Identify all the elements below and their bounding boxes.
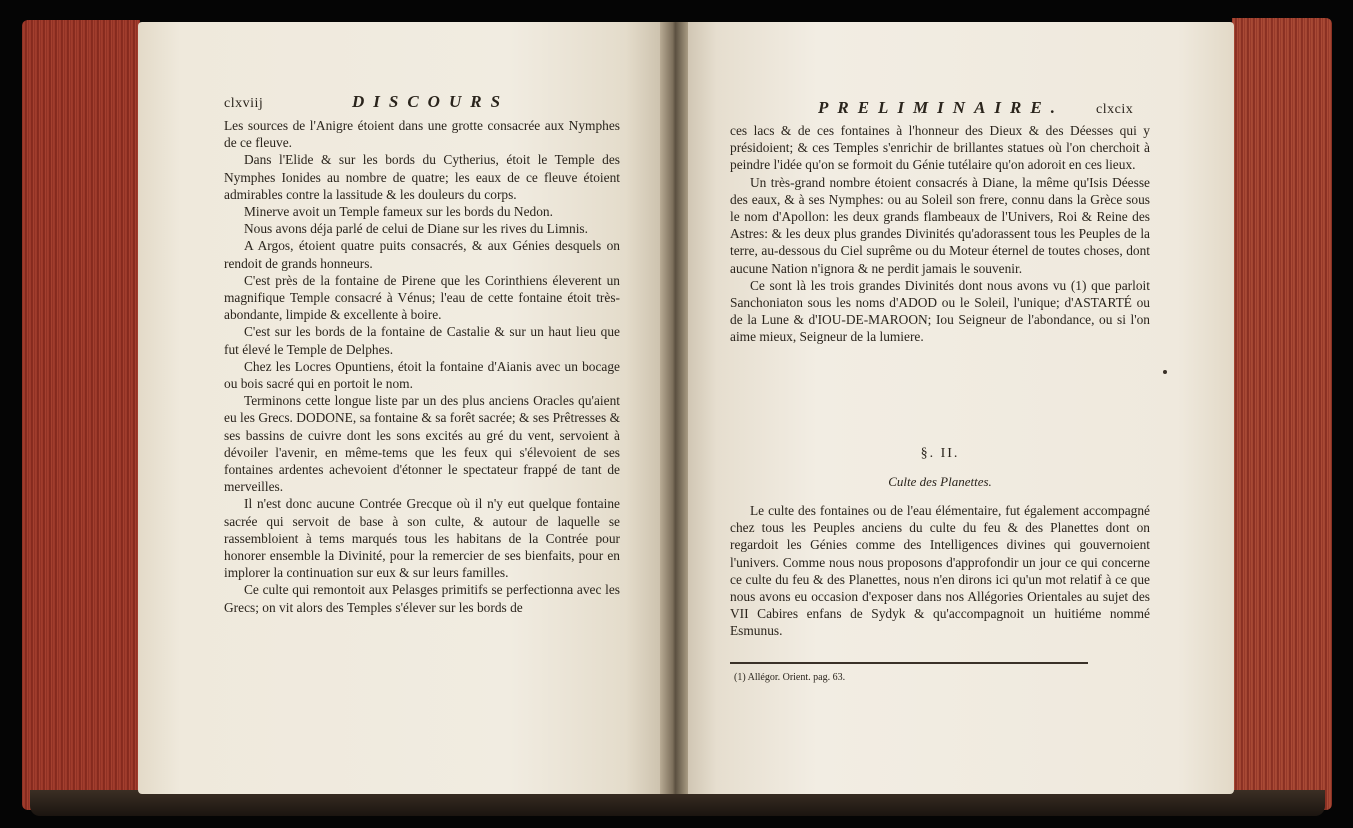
paragraph: ces lacs & de ces fontaines à l'honneur des Dieux & des Déesses qui y présidoient; & ces Temples s'enrichir de brillantes statues où l'on cherchoit à peindre l'idée qu'on se formoit du Génie tutélaire qu'on adoroit en ces lieux.: [730, 123, 1150, 173]
paragraph: Les sources de l'Anigre étoient dans une grotte consacrée aux Nymphes de ce fleuve.: [224, 118, 620, 151]
left-page-text: [224, 117, 620, 616]
paragraph: Terminons cette longue liste par un des plus anciens Oracles qu'aient eu les Grecs. DODONE, sa fontaine & sa forêt sacrée; & ses Prêtresses & ses bassins de cuivre dont les sons excités au gré du vent, servoient à dévoiler l'avenir, en même-tems que les feux qui s'élevoient de ses fontaines ardentes achevoient d'étonner le spectateur frappé de tant de merveilles.: [224, 393, 620, 495]
paragraph: Il n'est donc aucune Contrée Grecque où il n'y eut quelque fontaine sacrée qui servoit de base à son culte, & autour de laquelle se rassembloient à tems marqués tous les habitans de la Contrée pour honorer ensemble la Divinité, pour la remercier de ses bienfaits, pour en implorer la continuation sur eux & sur leurs familles.: [224, 496, 620, 581]
left-page: [138, 22, 668, 794]
paragraph: Dans l'Elide & sur les bords du Cytherius, étoit le Temple des Nymphes Ionides au nombre de quatre; les eaux de ce fleuve étoient admirables contre la lassitude & les douleurs du corps.: [224, 152, 620, 202]
right-page-text-top: [730, 122, 1150, 346]
left-running-head: DISCOURS: [352, 92, 510, 111]
footnote-rule: [730, 662, 1088, 664]
section-number: §. II.: [920, 446, 960, 461]
footnote: (1) Allégor. Orient. pag. 63.: [734, 672, 846, 683]
right-page: [678, 22, 1234, 794]
right-page-edges: [1232, 18, 1332, 810]
ink-mark: [1163, 370, 1167, 374]
book-gutter: [660, 22, 688, 794]
paragraph: Le culte des fontaines ou de l'eau élémentaire, fut également accompagné chez tous les Peuples anciens du culte du feu & des Planettes dont on regardoit les Génies comme des Intelligences divines qui gouvernoient l'univers. Comme nous nous proposons d'approfondir un jour ce qui concerne ce culte du feu & des Planettes, nous n'en dirons ici qu'un mot relatif à ce que nous avons eu occasion d'exposer dans nos Allégories Orientales au sujet des VII Cabires enfans de Sydyk & qu'accompagnoit un huitiéme nommé Esmunus.: [730, 503, 1150, 639]
paragraph: Ce sont là les trois grandes Divinités dont nous avons vu (1) que parloit Sanchoniaton sous les noms d'ADOD ou le Soleil, l'unique; d'ASTARTÉ ou de la Lune & d'IOU-DE-MAROON; Iou Seigneur de l'abondance, ou si l'on aime mieux, Seigneur de la lumiere.: [730, 277, 1150, 345]
paragraph: Ce culte qui remontoit aux Pelasges primitifs se perfectionna avec les Grecs; on vit alors des Temples s'élever sur les bords de: [224, 582, 620, 615]
right-running-head: PRELIMINAIRE.: [818, 98, 1064, 117]
left-page-number: clxviij: [224, 96, 264, 111]
paragraph: C'est sur les bords de la fontaine de Castalie & sur un haut lieu que fut élevé le Temple de Delphes.: [224, 324, 620, 357]
right-page-text-bottom: [730, 502, 1150, 640]
left-page-edges: [22, 20, 140, 810]
paragraph: A Argos, étoient quatre puits consacrés, & aux Génies desquels on rendoit de grands honneurs.: [224, 238, 620, 271]
right-page-number: clxcix: [1096, 102, 1134, 117]
section-title: Culte des Planettes.: [888, 474, 992, 489]
paragraph: Chez les Locres Opuntiens, étoit la fontaine d'Aianis avec un bocage ou bois sacré qui en portoit le nom.: [224, 358, 620, 392]
paragraph: Minerve avoit un Temple fameux sur les bords du Nedon.: [244, 204, 553, 220]
paragraph: Nous avons déja parlé de celui de Diane sur les rives du Limnis.: [244, 221, 588, 237]
paragraph: Un très-grand nombre étoient consacrés à Diane, la même qu'Isis Déesse des eaux, & à ses Nymphes: ou au Soleil son frere, connu dans la Grèce sous le nom d'Apollon: les deux grands flambeaux de l'Univers, Roi & Reine des Astres: & les deux plus grandes Divinités qu'adorassent tous les Peuples de la terre, au-dessous du Ciel suprême ou du Moteur éternel de toutes choses, dont aucune Nation n'ignora & ne perdit jamais le souvenir.: [730, 174, 1150, 276]
paragraph: C'est près de la fontaine de Pirene que les Corinthiens éleverent un magnifique Temple consacré à Vénus; l'eau de cette fontaine étoit très-abondante, limpide & excellente à boire.: [224, 272, 620, 323]
